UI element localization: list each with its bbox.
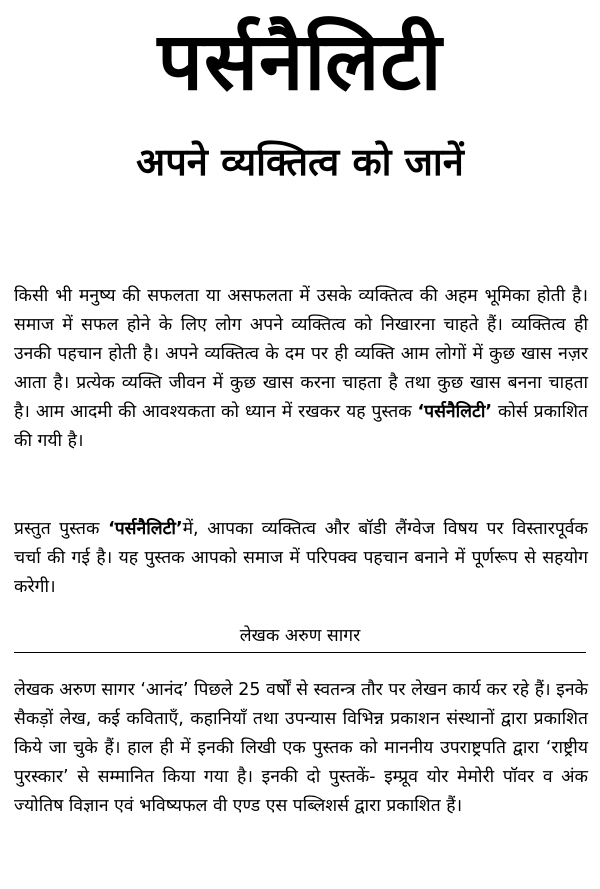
divider bbox=[14, 652, 586, 653]
page-title: पर्सनैलिटी bbox=[157, 15, 443, 108]
intro-paragraph-2-start: प्रस्तुत पुस्तक bbox=[14, 519, 100, 539]
author-bio-paragraph: लेखक अरुण सागर ‘आनंद’ पिछले 25 वर्षों से स्वतन्त्र तौर पर लेखन कार्य कर रहे हैं। इनके सैकड़ों लेख, कई कविताएँ, कहानियाँ तथा उपन्यास विभिन्न प्रकाशन संस्थानों द्वारा प्रकाशित किये जा चुके हैं। हाल ही में इनकी लिखी एक पुस्तक को माननीय उपराष्ट्रपति द्वारा ‘राष्ट्रीय पुरस्कार’ से सम्मानित किया गया है। इनकी दो पुस्तकें- इम्प्रूव योर मेमोरी पॉवर व अंक ज्योतिष विज्ञान एवं भविष्यफल वी एण्ड एस पब्लिशर्स द्वारा प्रकाशित हैं। bbox=[14, 680, 588, 816]
book-name: ‘पर्सनैलिटी’ bbox=[417, 402, 493, 422]
intro-paragraph-1 bbox=[14, 282, 588, 456]
intro-paragraph-2-text: में, आपका व्यक्तित्व और बॉडी लैंग्वेज विषय पर विस्तारपूर्वक चर्चा की गई है। यह पुस्तक आपको समाज में परिपक्व पहचान बनाने में पूर्णरूप से सहयोग करेगी। bbox=[14, 519, 588, 597]
page-subtitle: अपने व्यक्तित्व को जानें bbox=[136, 140, 464, 184]
intro-paragraph-2 bbox=[14, 515, 588, 602]
book-name: ‘पर्सनैलिटी’ bbox=[108, 519, 183, 539]
intro-section-2 bbox=[14, 515, 588, 610]
intro-section bbox=[14, 282, 588, 464]
author-byline: लेखक अरुण सागर bbox=[239, 626, 361, 646]
intro-paragraph-1-text: किसी भी मनुष्य की सफलता या असफलता में उसके व्यक्तित्व की अहम भूमिका होती है। समाज में सफल होने के लिए लोग अपने व्यक्तित्व को निखारना चाहते हैं। व्यक्तित्व ही उनकी पहचान होती है। अपने व्यक्तित्व के दम पर ही व्यक्ति आम लोगों में कुछ खास नज़र आता है। प्रत्येक व्यक्ति जीवन में कुछ खास करना चाहता है तथा कुछ खास बनना चाहता है। आम आदमी की आवश्यकता को ध्यान में रखकर यह पुस्तक bbox=[14, 286, 588, 422]
author-bio-section bbox=[14, 676, 588, 829]
intro-paragraph-1-end: कोर्स प्रकाशित की गयी है। bbox=[14, 402, 588, 451]
